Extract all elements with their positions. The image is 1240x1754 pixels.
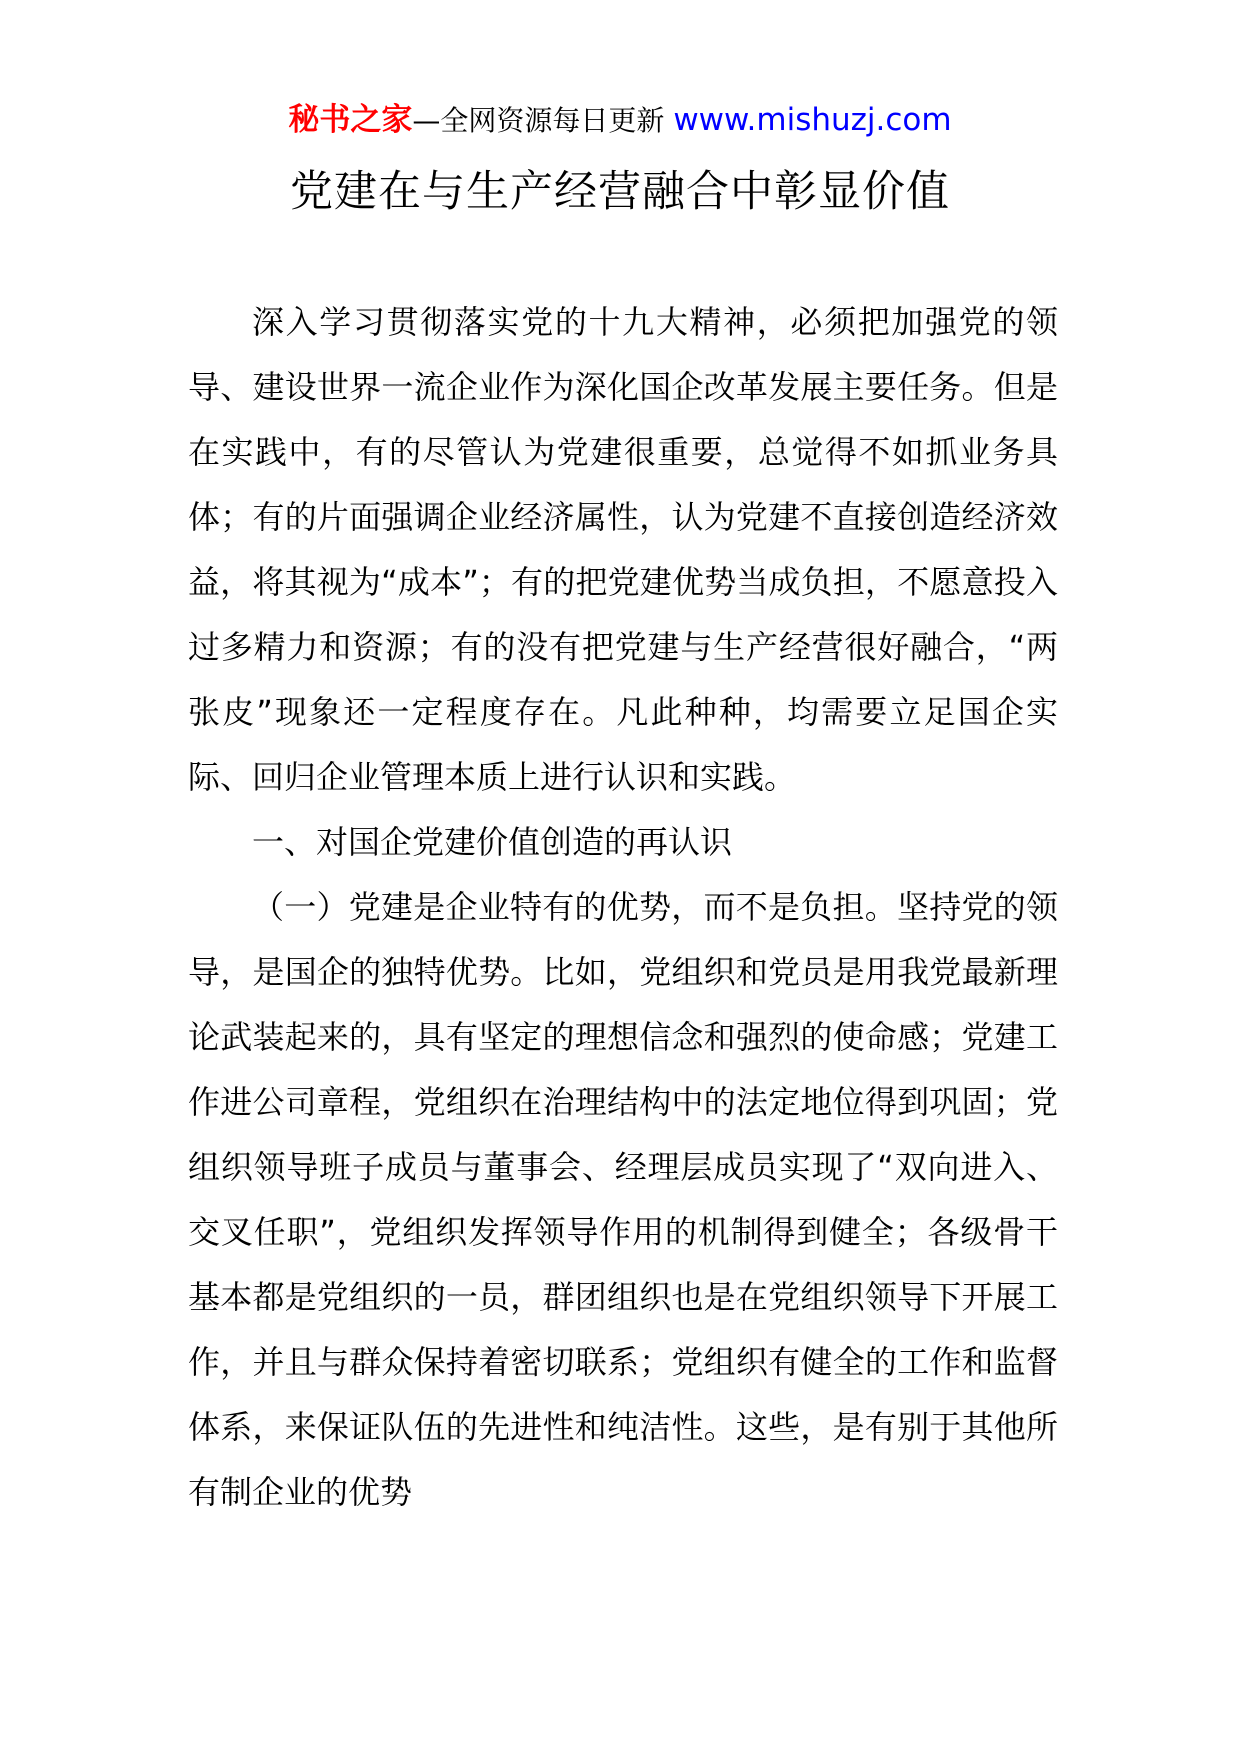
header-url-link[interactable]: www.mishuzj.com bbox=[673, 102, 952, 138]
watermark-header bbox=[0, 100, 1240, 141]
section-heading-1: 一、对国企党建价值创造的再认识 bbox=[252, 823, 733, 861]
header-brand: 秘书之家 bbox=[288, 102, 413, 138]
document-body bbox=[188, 290, 1058, 1525]
document-title: 党建在与生产经营融合中彰显价值 bbox=[290, 167, 950, 217]
paragraph-1-1: （一）党建是企业特有的优势，而不是负担。坚持党的领导，是国企的独特优势。比如，党组织和党员是用我党最新理论武装起来的，具有坚定的理想信念和强烈的使命感；党建工作进公司章程，党组织在治理结构中的法定地位得到巩固；党组织领导班子成员与董事会、经理层成员实现了“双向进入、交叉任职”，党组织发挥领导作用的机制得到健全；各级骨干基本都是党组织的一员，群团组织也是在党组织领导下开展工作，并且与群众保持着密切联系；党组织有健全的工作和监督体系，来保证队伍的先进性和纯洁性。这些，是有别于其他所有制企业的优势 bbox=[188, 888, 1058, 1511]
header-slogan: —全网资源每日更新 bbox=[412, 104, 674, 137]
paragraph-intro: 深入学习贯彻落实党的十九大精神，必须把加强党的领导、建设世界一流企业作为深化国企改革发展主要任务。但是在实践中，有的尽管认为党建很重要，总觉得不如抓业务具体；有的片面强调企业经济属性，认为党建不直接创造经济效益，将其视为“成本”；有的把党建优势当成负担，不愿意投入过多精力和资源；有的没有把党建与生产经营很好融合，“两张皮”现象还一定程度存在。凡此种种，均需要立足国企实际、回归企业管理本质上进行认识和实践。 bbox=[188, 303, 1058, 796]
